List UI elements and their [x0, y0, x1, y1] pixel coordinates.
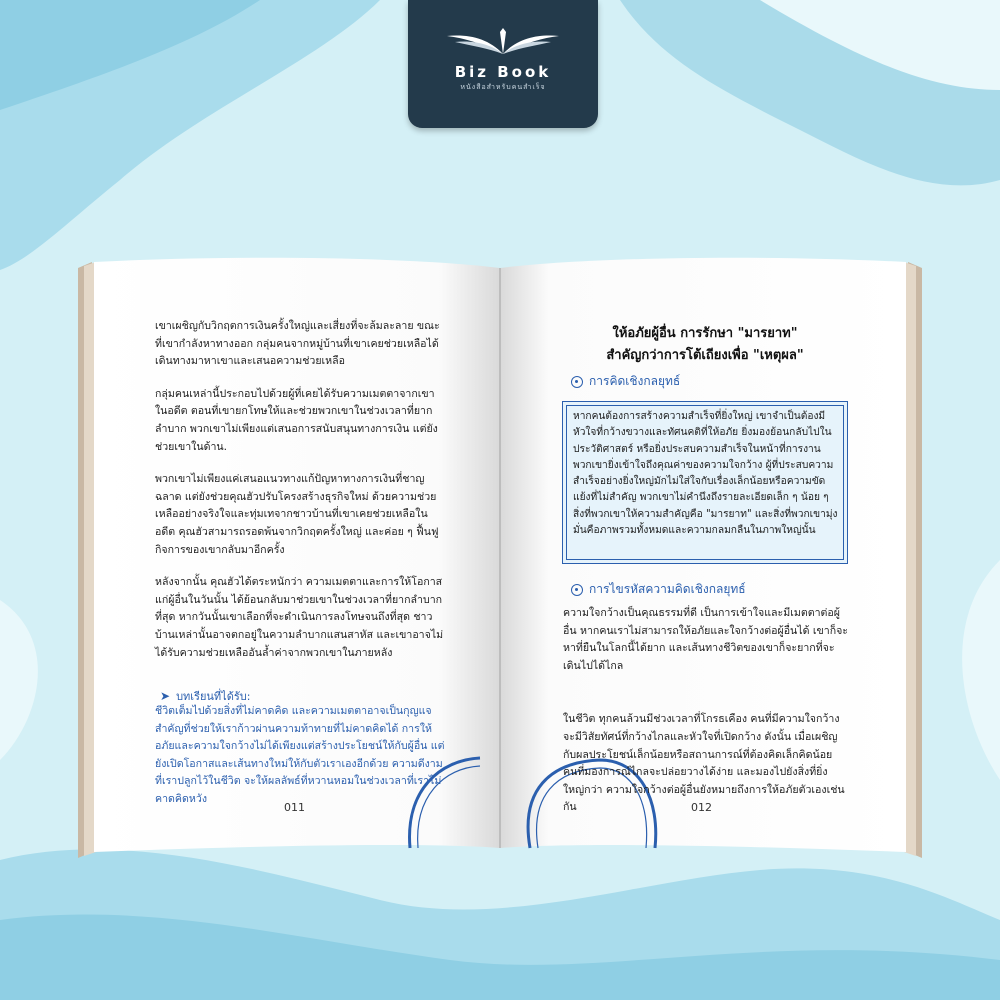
paragraph: หลังจากนั้น คุณฮัวได้ตระหนักว่า ความเมตตาและการให้โอกาสแก่ผู้อื่นในวันนั้น ได้ย้อนกลับมาช่วยเขาในช่วงเวลาที่ยากลำบากที่สุด หากวันนั้นเขาเลือกที่จะดำเนินการลงโทษจนถึงที่สุด ชาวบ้านเหล่านั้นอาจตกอยู่ในความลำบากแสนสาหัส และเขาอาจไม่ได้รับความช่วยเหลืออันล้ำค่าจากพวกเขาในภายหลัง — [155, 576, 444, 659]
left-page-body — [155, 318, 445, 677]
quote-text: หากคนต้องการสร้างความสำเร็จที่ยิ่งใหญ่ เขาจำเป็นต้องมีหัวใจที่กว้างขวางและทัศนคติที่ให้อภัย ยิ่งมองย้อนกลับไปในประวัติศาสตร์ หรือยิ่งประสบความสำเร็จในหน้าที่การงาน พวกเขายิ่งเข้าใจถึงคุณค่าของความใจกว้าง ผู้ที่ประสบความสำเร็จอย่างยิ่งใหญ่มักไม่ใส่ใจกับเรื่องเล็กน้อยหรือความขัดแย้งที่ไม่สำคัญ พวกเขาไม่คำนึงถึงรายละเอียดเล็ก ๆ น้อย ๆ สิ่งที่พวกเขาให้ความสำคัญคือ "มารยาท" และสิ่งที่พวกเขามุ่งมั่นคือภาพรวมทั้งหมดและความกลมกลืนในภาพใหญ่นั้น — [573, 411, 838, 537]
paragraph: กลุ่มคนเหล่านี้ประกอบไปด้วยผู้ที่เคยได้รับความเมตตาจากเขาในอดีต ตอนที่เขายกโทษให้และช่วยพวกเขาในช่วงเวลาที่ยากลำบาก พวกเขาไม่เพียงแต่เสนอการสนับสนุนทางการเงิน แต่ยังช่วยเขาในด้าน. — [155, 387, 438, 453]
section-strategic-thinking — [571, 372, 680, 391]
arrow-right-icon: ➤ — [160, 689, 171, 703]
section-title: การคิดเชิงกลยุทธ์ — [589, 374, 681, 388]
brain-icon — [571, 584, 583, 596]
section-strategic-decoding — [571, 580, 746, 599]
paragraph: ความใจกว้างเป็นคุณธรรมที่ดี เป็นการเข้าใจและมีเมตตาต่อผู้อื่น หากคนเราไม่สามารถให้อภัยและใจกว้างต่อผู้อื่นได้ เขาก็จะหาที่ยืนในโลกนี้ได้ยาก และเส้นทางชีวิตของเขาก็จะยากที่จะเดินไปได้ไกล — [563, 607, 849, 672]
brand-name: Biz Book — [454, 63, 552, 81]
page-number-left: 011 — [284, 801, 305, 814]
section-title: การไขรหัสความคิดเชิงกลยุทธ์ — [589, 582, 746, 596]
paragraph: ในชีวิต ทุกคนล้วนมีช่วงเวลาที่โกรธเคือง คนที่มีความใจกว้างจะมีวิสัยทัศน์ที่กว้างไกลและหัวใจที่เปิดกว้าง ดังนั้น เมื่อเผชิญกับผลประโยชน์เล็กน้อยหรือสถานการณ์ที่ต้องคิดเล็กคิดน้อย คนที่มองการณ์ไกลจะปล่อยวางได้ง่าย และมองไปยังสิ่งที่ยิ่งใหญ่กว่า ความใจกว้างต่อผู้อื่นยังหมายถึงการให้อภัยตัวเองเช่นกัน — [563, 713, 845, 814]
page-number-right: 012 — [691, 801, 712, 814]
brand-tagline: หนังสือสำหรับคนสำเร็จ — [460, 83, 546, 91]
right-page-body — [563, 605, 848, 853]
paragraph: เขาเผชิญกับวิกฤตการเงินครั้งใหญ่และเสี่ยงที่จะล้มละลาย ขณะที่เขากำลังหาทางออก กลุ่มคนจากหมู่บ้านที่เขาเคยช่วยเหลือได้เดินทางมาหาเขาและเสนอความช่วยเหลือ — [155, 320, 440, 368]
chapter-title — [575, 323, 835, 367]
paragraph: พวกเขาไม่เพียงแค่เสนอแนวทางแก้ปัญหาทางการเงินที่ชาญฉลาด แต่ยังช่วยคุณฮัวปรับโครงสร้างธุรกิจใหม่ ด้วยความช่วยเหลืออย่างจริงใจและทุ่มเทจากชาวบ้านที่เขาเคยช่วยเหลือในอดีต คุณฮัวสามารถรอดพ้นจากวิกฤตครั้งใหญ่ และค่อย ๆ ฟื้นฟูกิจการของเขากลับมาอีกครั้ง — [155, 473, 439, 556]
brain-icon — [571, 376, 583, 388]
title-line-2: สำคัญกว่าการโต้เถียงเพื่อ "เหตุผล" — [606, 348, 804, 363]
lesson-text: ชีวิตเต็มไปด้วยสิ่งที่ไม่คาดคิด และความเมตตาอาจเป็นกุญแจสำคัญที่ช่วยให้เราก้าวผ่านความท้าทายที่ไม่คาดคิดได้ การให้อภัยและความใจกว้างไม่ได้เพียงแต่สร้างประโยชน์ให้กับผู้อื่น แต่ยังเปิดโอกาสและเส้นทางใหม่ให้กับตัวเราเองอีกด้วย ความดีงามที่เราปลูกไว้ในชีวิต จะให้ผลลัพธ์ที่หวานหอมในช่วงเวลาที่เราไม่คาดคิดหวัง — [155, 705, 445, 805]
lesson-title: บทเรียนที่ได้รับ: — [176, 690, 251, 703]
title-line-1: ให้อภัยผู้อื่น การรักษา "มารยาท" — [612, 326, 798, 341]
